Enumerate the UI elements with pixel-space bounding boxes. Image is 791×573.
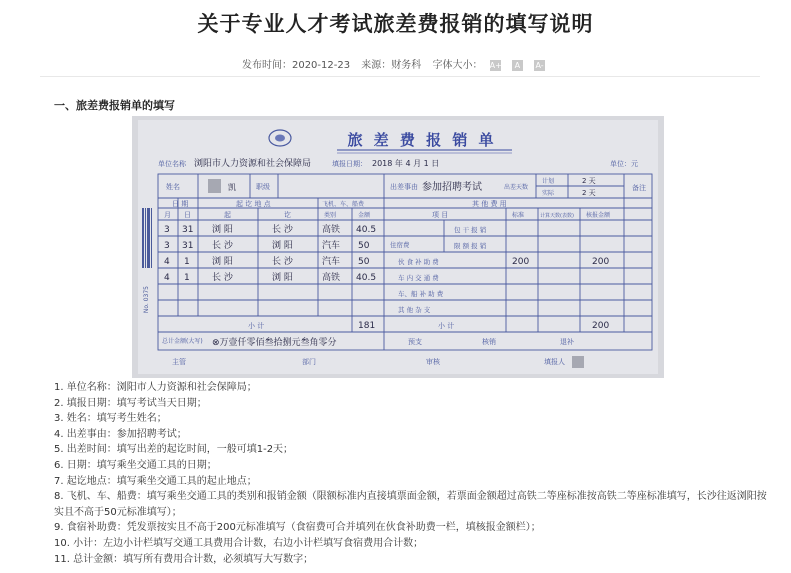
days-label: 出差天数 [504, 184, 529, 191]
subtotal-other: 200 [592, 321, 610, 331]
svg-text:包 干 报 销: 包 干 报 销 [454, 226, 487, 234]
instruction-item: 4. 出差事由：参加招聘考试； [54, 428, 187, 440]
svg-text:凯: 凯 [228, 183, 236, 192]
unit-value: 浏阳市人力资源和社会保障局 [194, 159, 312, 169]
svg-text:长 沙: 长 沙 [272, 257, 293, 267]
approve-label: 核销 [482, 338, 496, 346]
dept-label: 部门 [302, 358, 316, 366]
col-other: 其 他 费 用 [472, 200, 507, 208]
filler-signature-redacted [572, 356, 584, 368]
purpose-value: 参加招聘考试 [422, 182, 482, 193]
svg-text:40.5: 40.5 [356, 225, 377, 235]
svg-text:1: 1 [184, 273, 190, 283]
date-value: 2018 年 4 月 1 日 [372, 159, 440, 168]
note-label: 备注 [632, 184, 646, 192]
svg-text:No. 0375: No. 0375 [143, 286, 150, 314]
svg-text:40.5: 40.5 [356, 273, 377, 283]
sub-standard: 标准 [512, 212, 525, 219]
svg-text:3: 3 [164, 225, 170, 235]
svg-text:长 沙: 长 沙 [212, 273, 233, 283]
form-title: 旅 差 费 报 销 单 [347, 131, 497, 149]
total-label: 总计金额(大写) [162, 338, 203, 345]
instruction-item: 3. 姓名：填写考生姓名； [54, 413, 167, 425]
col-from-to: 起 讫 地 点 [236, 200, 271, 208]
subtotal-label-left: 小 计 [248, 322, 265, 330]
svg-text:50: 50 [358, 257, 370, 267]
svg-text:浏 阳: 浏 阳 [212, 225, 233, 235]
svg-text:1: 1 [184, 257, 190, 267]
svg-text:汽车: 汽车 [322, 257, 341, 267]
instruction-item: 6. 日期：填写乘坐交通工具的日期； [54, 459, 217, 471]
article-meta [0, 56, 791, 71]
expense-form-image [132, 116, 664, 378]
svg-text:长 沙: 长 沙 [272, 225, 293, 235]
date-label: 填报日期： [332, 160, 367, 168]
font-size-control: 字体大小： A+ A A- [432, 60, 544, 71]
svg-text:汽车: 汽车 [322, 241, 341, 251]
svg-text:31: 31 [182, 225, 194, 235]
name-label: 姓名 [166, 183, 180, 191]
article-title: 关于专业人才考试旅差费报销的填写说明 [197, 11, 594, 36]
refund-label: 退补 [560, 338, 574, 346]
barcode-strip [140, 176, 154, 326]
svg-text:限 额 报 销: 限 额 报 销 [454, 242, 487, 250]
svg-text:车、船 补 助 费: 车、船 补 助 费 [398, 290, 444, 298]
instruction-item: 9. 食宿补助费：凭发票按实且不高于200元标准填写（食宿费可合并填列在伙食补助费一栏，填核报金额栏）； [54, 522, 541, 534]
sub-item: 项 目 [432, 211, 449, 219]
sub-amount: 金额 [358, 212, 371, 219]
instruction-item: 8. 飞机、车、船费：填写乘坐交通工具的类别和报销金额（限额标准内直接填票面金额，若票面金额超过高铁二等座标准按高铁二等座标准填写，长沙往返浏阳按实且不高于50元标准填写）； [54, 491, 767, 518]
sub-day: 日 [184, 211, 191, 219]
svg-text:高铁: 高铁 [322, 273, 341, 283]
plan-label: 计划 [542, 178, 555, 185]
source-info: 来源：财务科 [361, 60, 422, 71]
sub-type: 类别 [324, 212, 337, 219]
instruction-item: 5. 出差时间：填写出差的起讫时间，一般可填1-2天； [54, 444, 294, 456]
supervisor-label: 主管 [172, 358, 186, 366]
currency-label: 单位：元 [610, 160, 638, 168]
meal-standard: 200 [512, 257, 530, 267]
svg-text:其 他 杂 支: 其 他 杂 支 [398, 306, 431, 314]
svg-text:高铁: 高铁 [322, 225, 341, 235]
position-label: 职级 [256, 183, 270, 191]
sub-approve: 核报金额 [586, 212, 611, 219]
instruction-item: 7. 起讫地点：填写乘坐交通工具的起止地点； [54, 475, 257, 487]
advance-label: 预支 [408, 338, 422, 346]
svg-text:住宿费: 住宿费 [390, 241, 410, 249]
section-heading: 一、旅差费报销单的填写 [54, 99, 175, 112]
font-size-medium-button[interactable]: A [512, 60, 523, 71]
publish-info: 发布时间：2020-12-23 [241, 60, 351, 71]
instruction-item: 1. 单位名称：浏阳市人力资源和社会保障局； [54, 382, 257, 393]
instruction-item: 10. 小计：左边小计栏填写交通工具费用合计数，右边小计栏填写食宿费用合计数； [54, 537, 424, 549]
svg-text:浏 阳: 浏 阳 [212, 257, 233, 267]
svg-text:4: 4 [164, 273, 170, 283]
filler-label: 填报人 [544, 358, 565, 366]
unit-label: 单位名称 [158, 160, 186, 168]
purpose-label: 出差事由 [390, 183, 418, 191]
col-date: 日 期 [172, 200, 189, 208]
svg-text:长 沙: 长 沙 [212, 241, 233, 251]
sub-to: 讫 [284, 211, 291, 219]
svg-text:浏 阳: 浏 阳 [272, 241, 293, 251]
font-size-small-button[interactable]: A- [535, 60, 544, 70]
subtotal-transport: 181 [358, 321, 376, 331]
sub-calc: 计算天数(表数) [540, 213, 574, 219]
svg-text:车 内 交 通 费: 车 内 交 通 费 [398, 274, 439, 282]
subtotal-label-right: 小 计 [438, 322, 455, 330]
svg-text:50: 50 [358, 241, 370, 251]
svg-text:伙 食 补 助 费: 伙 食 补 助 费 [398, 258, 439, 266]
instruction-item: 11. 总计金额：填写所有费用合计数，必须填写大写数字； [54, 553, 314, 565]
svg-text:31: 31 [182, 241, 194, 251]
svg-text:浏 阳: 浏 阳 [272, 273, 293, 283]
meta-divider [40, 76, 760, 77]
svg-text:4: 4 [164, 257, 170, 267]
actual-label: 实际 [542, 190, 555, 197]
total-value: ⊗万壹仟零佰叁拾捌元叁角零分 [212, 338, 337, 348]
instruction-item: 2. 填报日期：填写考试当天日期； [54, 397, 207, 409]
sub-from: 起 [224, 211, 231, 219]
plan-value: 2 天 [582, 177, 596, 185]
sub-month: 月 [164, 211, 171, 219]
svg-text:3: 3 [164, 241, 170, 251]
meal-approve: 200 [592, 257, 610, 267]
actual-value: 2 天 [582, 189, 596, 197]
audit-label: 审核 [426, 358, 440, 366]
font-size-large-button[interactable]: A+ [489, 60, 502, 70]
instruction-list [54, 380, 774, 567]
col-transport: 飞机、车、船费 [322, 201, 365, 208]
